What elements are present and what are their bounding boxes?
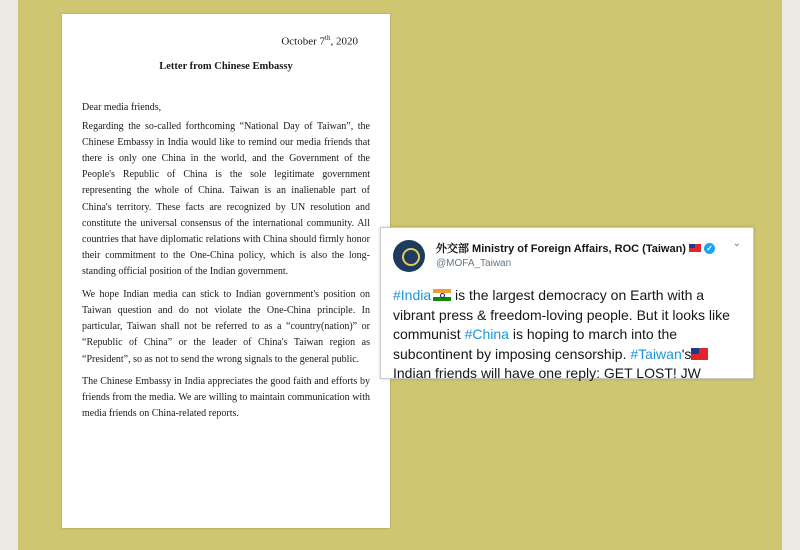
author-name[interactable]: 外交部 Ministry of Foreign Affairs, ROC (Taiwan)	[436, 243, 686, 255]
author-handle[interactable]: @MOFA_Taiwan	[436, 258, 512, 269]
letter-greeting: Dear media friends,	[82, 101, 162, 113]
hashtag-taiwan[interactable]: #Taiwan	[630, 345, 682, 362]
india-flag-icon	[433, 289, 451, 301]
tweet-header	[393, 238, 741, 280]
right-edge	[782, 0, 800, 550]
hashtag-india[interactable]: #India	[393, 287, 432, 303]
taiwan-flag-icon	[689, 244, 701, 252]
letter-date: October 7th, 2020	[281, 34, 358, 48]
left-edge	[0, 0, 18, 550]
embassy-letter	[62, 14, 390, 528]
hashtag-china[interactable]: #China	[464, 326, 509, 342]
letter-paragraph-2: We hope Indian media can stick to Indian government's position on Taiwan question and do not violate the One-China principle. In particular, Taiwan shall not be referred to as a “country(nation)” or “Republic of China” or the leader of China's Taiwan region as “President”, so as not to send the wrong signals to the general public.	[82, 288, 370, 365]
tweet-card[interactable]	[380, 227, 754, 379]
mofa-seal-icon[interactable]	[393, 240, 425, 272]
letter-paragraph-1: Regarding the so-called forthcoming “National Day of Taiwan”, the Chinese Embassy in India would like to remind our media friends that there is only one China in the world, and the Government of the People's Republic of China is the sole legitimate government representing the whole of China. Taiwan is an inalienable part of China's territory. These facts are recognized by UN resolution and constitute the universal consensus of the international community. All countries that have diplomatic relations with China should firmly honor their commitment to the One-China policy, which is also the long-standing official position of the Indian government.	[82, 120, 370, 278]
chevron-down-icon[interactable]: ⌄	[732, 238, 741, 249]
letter-paragraph-3: The Chinese Embassy in India appreciates the good faith and efforts by friends from the media. We are willing to maintain communication with media friends on China-related reports.	[82, 375, 370, 420]
tweet-text: #India is the largest democracy on Earth with a vibrant press & freedom-loving people. But it looks like communist #China is hoping to march into the subcontinent by imposing censorship. #Taiwan's Indian friends will have one reply: GET LOST! JW	[393, 287, 730, 381]
verified-badge-icon: ✓	[704, 243, 715, 254]
taiwan-flag-icon	[691, 348, 708, 360]
letter-title: Letter from Chinese Embassy	[159, 60, 293, 72]
tweet-author	[436, 240, 715, 269]
